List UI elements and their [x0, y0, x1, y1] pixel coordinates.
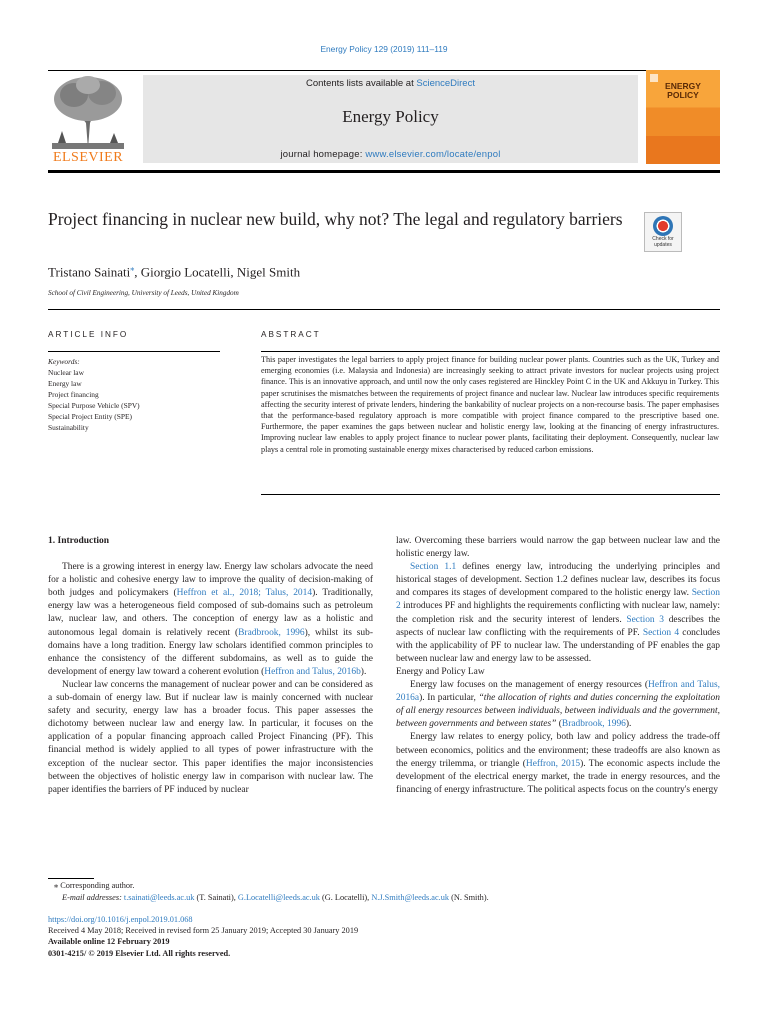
- paragraph: law. Overcoming these barriers would narrow the gap between nuclear law and the holistic energy law.: [396, 536, 720, 560]
- paragraph: Energy law focuses on the management of energy resources (Heffron and Talus, 2016a). In particular, “the allocation of rights and duties concerning the exploitation of all energy resources between individuals, between individuals and the government, between governments and between states” (Bradbrook, 1996).: [396, 680, 721, 730]
- section-link[interactable]: Section 1.1: [410, 562, 457, 573]
- article-meta: [48, 914, 720, 959]
- keywords-block: [48, 356, 220, 433]
- footnotes: [48, 880, 720, 904]
- elsevier-wordmark: ELSEVIER: [52, 150, 124, 165]
- keyword-item: Special Project Entity (SPE): [48, 412, 132, 421]
- contents-line: Contents lists available at ScienceDirect: [306, 78, 475, 89]
- journal-title: Energy Policy: [342, 107, 439, 126]
- body-right-column: [396, 535, 720, 797]
- section-link[interactable]: Section 4: [642, 627, 680, 638]
- keyword-item: Sustainability: [48, 423, 89, 432]
- divider: [261, 351, 720, 352]
- section-link[interactable]: Section 2: [396, 588, 720, 612]
- keyword-item: Nuclear law: [48, 368, 84, 377]
- email-line: E-mail addresses: t.sainati@leeds.ac.uk (T. Sainati), G.Locatelli@leeds.ac.uk (G. Locatelli), N.J.Smith@leeds.ac.uk (N. Smith).: [62, 893, 489, 902]
- journal-homepage-link[interactable]: www.elsevier.com/locate/enpol: [365, 149, 501, 160]
- quote: “the allocation of rights and duties concerning the exploitation of all energy resources between individuals, between individuals and the government, between governments and between states”: [396, 693, 720, 730]
- section-heading: 1. Introduction: [48, 536, 110, 546]
- article-title: Project financing in nuclear new build, why not? The legal and regulatory barriers: [48, 209, 623, 229]
- body-left-column: [48, 535, 373, 797]
- crossmark-label: Check for updates: [652, 236, 674, 248]
- keyword-item: Project financing: [48, 390, 99, 399]
- divider: [261, 494, 720, 495]
- affiliation: School of Civil Engineering, University of Leeds, United Kingdom: [48, 289, 239, 297]
- received-dates: Received 4 May 2018; Received in revised form 25 January 2019; Accepted 30 January 2019: [48, 926, 359, 936]
- citation-link[interactable]: Heffron et al., 2018; Talus, 2014: [176, 588, 313, 599]
- paragraph: There is a growing interest in energy law. Energy law scholars advocate the need for a holistic and cohesive energy law to improve the quality of decision-making of both judges and policymakers (Heffron et al., 2018; Talus, 2014). Traditionally, energy law was a heterogeneous field composed of sub-domains such as petroleum law, nuclear law, and others. The conception of energy law as a holistic and autonomous legal domain is relatively recent (Bradbrook, 1996), whilst its sub-domains have a long tradition. Energy law scholars identified common principles to enhance the consistency of the different subdomains, as well as to guide the development of energy law toward a coherent evolution (Heffron and Talus, 2016b).: [48, 562, 374, 677]
- citation-link[interactable]: Heffron and Talus, 2016a: [396, 680, 721, 704]
- corresponding-mark[interactable]: ⁎: [130, 264, 135, 273]
- citation-link[interactable]: Bradbrook, 1996: [238, 627, 305, 638]
- journal-citation[interactable]: Energy Policy 129 (2019) 111–119: [320, 44, 448, 54]
- author-list: Tristano Sainati⁎, Giorgio Locatelli, Nigel Smith: [48, 264, 301, 280]
- citation-link[interactable]: Bradbrook, 1996: [561, 719, 626, 730]
- corresponding-author-note: ⁎ Corresponding author.: [54, 881, 135, 890]
- paragraph: Section 1.1 defines energy law, introducing the underlying principles and historical stages of development. Section 1.2 defines nuclear law, describes its focus and compares its stages of development compared to the holistic energy law. Section 2 introduces PF and highlights the requirements conflicting with nuclear law, namely: the completion risk and the security interest of lenders. Section 3 describes the aspects of nuclear law conflicting with the requirements of PF. Section 4 concludes with the applicability of PF to nuclear law. The understanding of PF enables the gap between nuclear law and energy law to be assessed.: [396, 562, 720, 664]
- email-link[interactable]: t.sainati@leeds.ac.uk: [123, 893, 195, 902]
- article-info-heading: ARTICLE INFO: [48, 330, 129, 339]
- crossmark-icon: [653, 216, 673, 236]
- header-bottom-rule: [48, 170, 720, 173]
- abstract-heading: ABSTRACT: [261, 330, 321, 339]
- keyword-item: Special Purpose Vehicle (SPV): [48, 401, 140, 410]
- copyright: 0301-4215/ © 2019 Elsevier Ltd. All rights reserved.: [48, 948, 231, 958]
- journal-cover[interactable]: [646, 70, 720, 164]
- subheading: Energy and Policy Law: [396, 666, 485, 677]
- elsevier-logo: [48, 73, 128, 169]
- available-online: Available online 12 February 2019: [48, 937, 170, 947]
- footnote-rule: [48, 878, 94, 879]
- homepage-line: journal homepage: www.elsevier.com/locate/enpol: [280, 149, 501, 160]
- sciencedirect-link[interactable]: ScienceDirect: [416, 78, 475, 89]
- paragraph: Nuclear law concerns the management of nuclear power and can be considered as a sub-domain of energy law. But if nuclear law is mainly concerned with nuclear safety and security, energy law has a broader focus. This paper assesses the dichotomy between nuclear law and energy law. In particular, it focuses on the application of a popular financing approach called Project Financing (PF). This financial method is widely applied to all types of power infrastructure with the exception of the nuclear sector. This paper identifies the major inconsistencies between the objectives of holistic energy law in comparison with nuclear law. The paper identifies the barriers of PF induced by nuclear: [48, 679, 373, 795]
- divider: [48, 351, 220, 352]
- doi-link[interactable]: https://doi.org/10.1016/j.enpol.2019.01.068: [48, 915, 193, 924]
- paragraph: Energy law relates to energy policy, both law and policy address the trade-off between economics, politics and the environment; these tradeoffs are also known as the energy trilemma, or triangle (Heffron, 2015). The economic aspects include the development of the electrical energy market, the trade in energy resources, and the financing of energy infrastructure. The political aspects focus on the country's energy: [396, 732, 721, 795]
- citation-link[interactable]: Heffron, 2015: [525, 758, 581, 769]
- keywords-label: Keywords:: [48, 357, 80, 366]
- header-top-rule: [48, 70, 720, 71]
- section-link[interactable]: Section 3: [626, 614, 665, 625]
- citation-link[interactable]: Heffron and Talus, 2016b: [264, 666, 361, 677]
- divider: [48, 309, 720, 310]
- email-link[interactable]: G.Locatelli@leeds.ac.uk: [237, 893, 320, 902]
- crossmark-button[interactable]: [644, 212, 682, 252]
- abstract-text: This paper investigates the legal barriers to apply project finance for building nuclear power plants. Countries such as the UK, Turkey and emerging economies (i.e. Malaysia and Indonesia) are increasingly seeking to attract private investors for nuclear projects using project finance. This is an innovative approach, and until now the only cases registered are Hinckley Point C in the UK and Akkuyu in Turkey. This paper scrutinises the mismatches between the requirements of project finance and nuclear law. Nuclear law introduces specific requirements affecting the security interest of private lenders, hindering the bankability of nuclear projects on a non-recourse basis. The paper emphasises that the performance-based regulatory approach is more compatible with project finance compared to the prescriptive based one. Furthermore, the paper examines the gaps between nuclear and holistic energy law, looking at the financing of energy infrastructures. Improving nuclear law enables to apply project finance to nuclear power plants, facilitating their deployment. Consequently, nuclear law plays a central role in promoting sustainable energy mixes characterised by reduced carbon emissions.: [261, 355, 719, 454]
- keyword-item: Energy law: [48, 379, 82, 388]
- email-link[interactable]: N.J.Smith@leeds.ac.uk: [371, 893, 450, 902]
- cover-title: ENERGY POLICY: [665, 81, 701, 100]
- cover-logo-icon: [650, 74, 658, 82]
- journal-banner: [143, 75, 638, 163]
